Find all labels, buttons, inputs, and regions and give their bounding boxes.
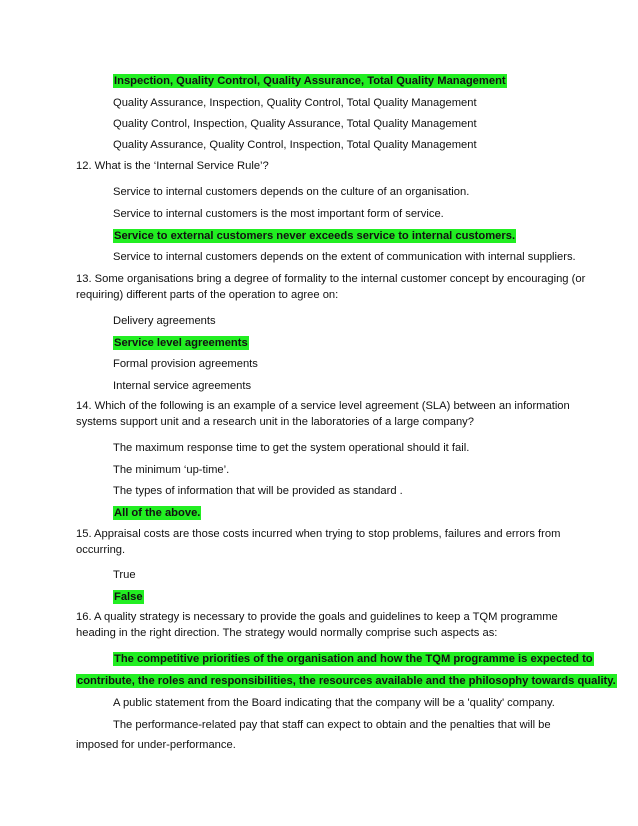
q13-option-4: Internal service agreements xyxy=(113,380,252,392)
correct-answer-highlight: The competitive priorities of the organisation and how the TQM programme is expected to xyxy=(114,653,593,665)
q11-option-3: Quality Control, Inspection, Quality Assurance, Total Quality Management xyxy=(113,118,477,130)
q15-option-1: True xyxy=(113,569,136,581)
q11-option-4: Quality Assurance, Quality Control, Inspection, Total Quality Management xyxy=(113,139,477,151)
q16-option-3-continued: imposed for under-performance. xyxy=(76,739,236,751)
q12-option-1: Service to internal customers depends on the culture of an organisation. xyxy=(113,186,470,198)
q14-question-line-2: systems support unit and a research unit in the laboratories of a large company? xyxy=(76,416,474,428)
q16-option-2: A public statement from the Board indicating that the company will be a 'quality' company. xyxy=(113,697,555,709)
correct-answer-highlight: Service level agreements xyxy=(114,337,248,349)
q13-option-2 xyxy=(113,336,249,350)
q15-option-2 xyxy=(113,590,144,604)
q14-option-2: The minimum ‘up-time’. xyxy=(113,464,230,476)
q11-option-2: Quality Assurance, Inspection, Quality Control, Total Quality Management xyxy=(113,97,477,109)
q12-option-4: Service to internal customers depends on the extent of communication with internal suppliers. xyxy=(113,251,576,263)
q12-option-3 xyxy=(113,229,516,243)
q14-option-1: The maximum response time to get the system operational should it fail. xyxy=(113,442,470,454)
q16-answer-line-2 xyxy=(76,674,617,688)
q13-question-line-2: requiring) different parts of the operation to agree on: xyxy=(76,289,339,301)
q13-option-1: Delivery agreements xyxy=(113,315,216,327)
correct-answer-highlight: Inspection, Quality Control, Quality Assurance, Total Quality Management xyxy=(114,75,506,87)
q16-option-3: The performance-related pay that staff can expect to obtain and the penalties that will be xyxy=(113,719,551,731)
correct-answer-highlight: All of the above. xyxy=(114,507,201,519)
q16-question-line-2: heading in the right direction. The strategy would normally comprise such aspects as: xyxy=(76,627,498,639)
q14-option-4 xyxy=(113,506,201,520)
q16-question-line-1: 16. A quality strategy is necessary to provide the goals and guidelines to keep a TQM programme xyxy=(76,611,558,623)
q15-question-line-1: 15. Appraisal costs are those costs incurred when trying to stop problems, failures and errors from xyxy=(76,528,561,540)
q12-question: 12. What is the ‘Internal Service Rule’? xyxy=(76,160,269,172)
q12-option-2: Service to internal customers is the most important form of service. xyxy=(113,208,444,220)
q14-option-3: The types of information that will be provided as standard . xyxy=(113,485,403,497)
q13-question-line-1: 13. Some organisations bring a degree of formality to the internal customer concept by encouraging (or xyxy=(76,273,586,285)
correct-answer-highlight: False xyxy=(114,591,143,603)
q13-option-3: Formal provision agreements xyxy=(113,358,258,370)
correct-answer-highlight: Service to external customers never exceeds service to internal customers. xyxy=(114,230,516,242)
q16-answer-line-1 xyxy=(113,652,594,666)
q14-question-line-1: 14. Which of the following is an example of a service level agreement (SLA) between an information xyxy=(76,400,570,412)
correct-answer-highlight: contribute, the roles and responsibilities, the resources available and the philosophy towards quality. xyxy=(77,675,616,687)
q11-option-1 xyxy=(113,74,507,88)
q15-question-line-2: occurring. xyxy=(76,544,126,556)
